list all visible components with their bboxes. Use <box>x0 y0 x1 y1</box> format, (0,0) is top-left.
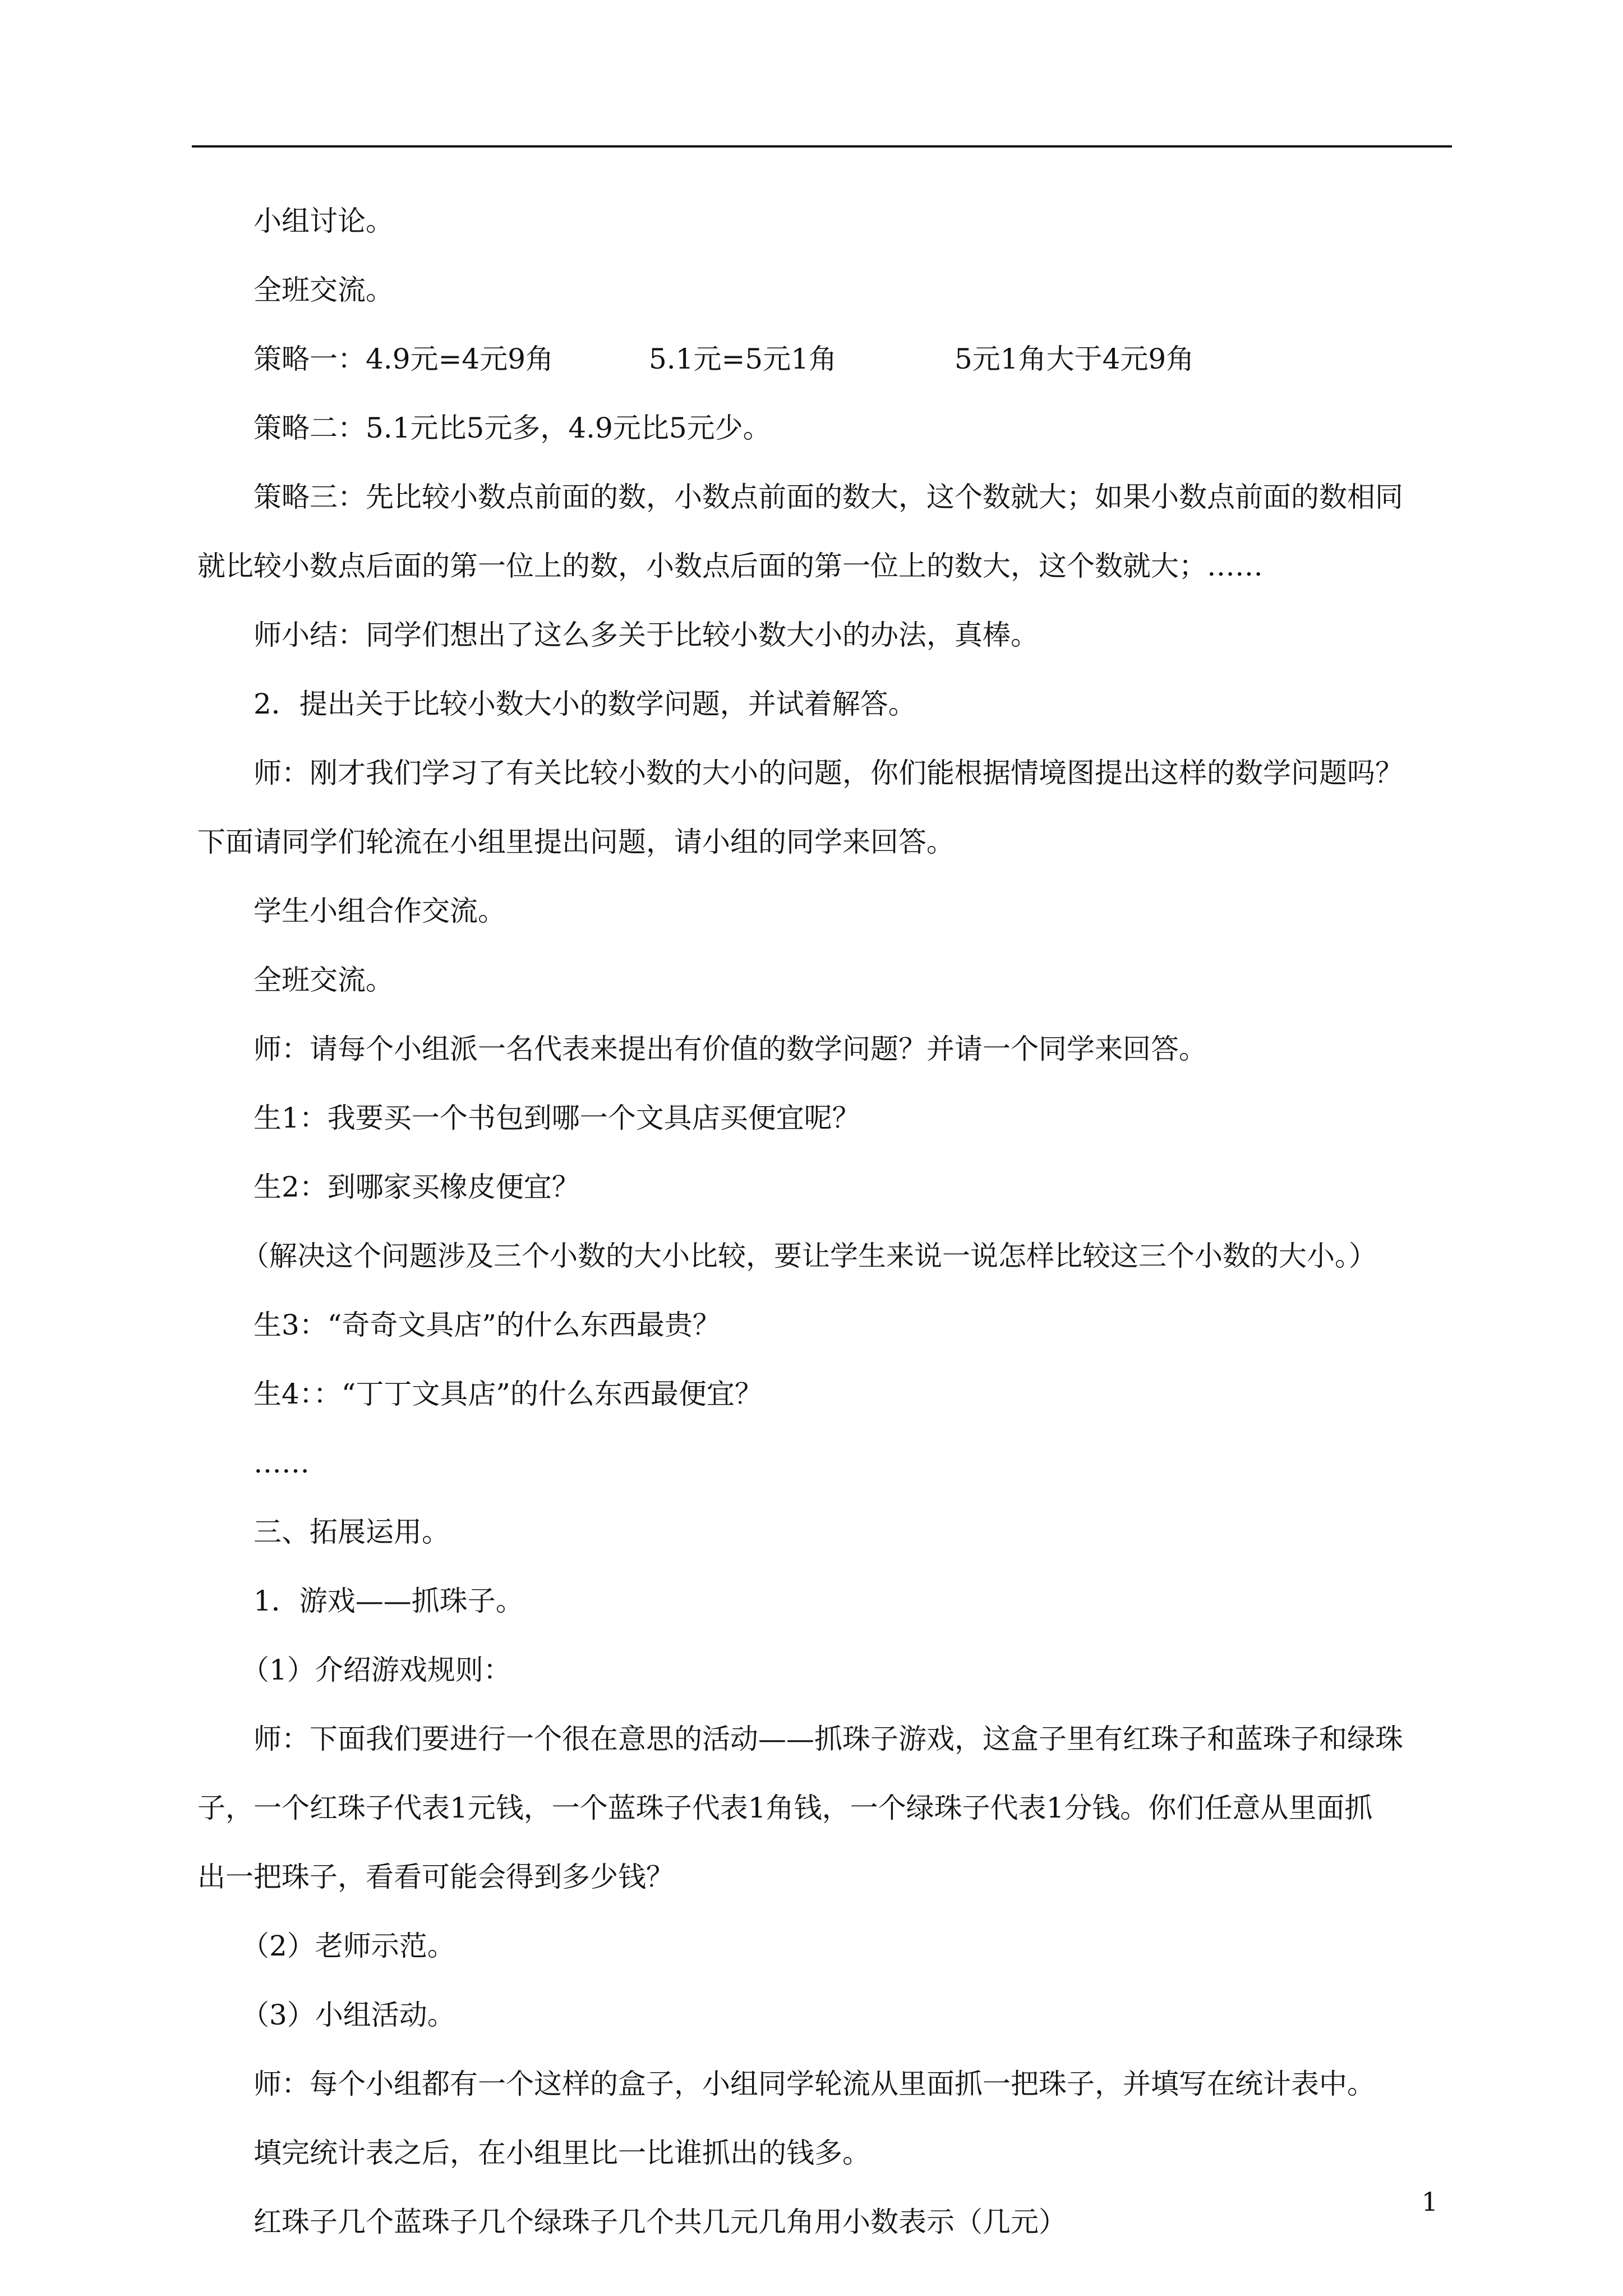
paragraph: （2）老师示范。 <box>241 1930 455 1962</box>
paragraph: 生4：：“丁丁文具店”的什么东西最便宜？ <box>253 1378 763 1410</box>
paragraph: （1）介绍游戏规则： <box>241 1654 511 1686</box>
paragraph: （3）小组活动。 <box>241 1999 455 2031</box>
strategy-one-part2: 5.1元=5元1角 <box>649 343 837 375</box>
paragraph: （解决这个问题涉及三个小数的大小比较，要让学生来说一说怎样比较这三个小数的大小。） <box>241 1240 1377 1272</box>
paragraph: 填完统计表之后，在小组里比一比谁抓出的钱多。 <box>253 2137 870 2169</box>
paragraph: 师：刚才我们学习了有关比较小数的大小的问题，你们能根据情境图提出这样的数学问题吗？ <box>253 757 1403 789</box>
paragraph: 1．游戏——抓珠子。 <box>253 1585 524 1617</box>
paragraph-continuation: 就比较小数点后面的第一位上的数，小数点后面的第一位上的数大，这个数就大；…… <box>197 550 1263 582</box>
paragraph: 生3：“奇奇文具店”的什么东西最贵？ <box>253 1309 721 1341</box>
paragraph: 生1：我要买一个书包到哪一个文具店买便宜呢？ <box>253 1102 860 1134</box>
strategy-one-part1: 策略一：4.9元=4元9角 <box>253 343 554 375</box>
paragraph: 学生小组合作交流。 <box>253 895 506 927</box>
document-body <box>197 204 1451 2274</box>
paragraph: 2．提出关于比较小数大小的数学问题，并试着解答。 <box>253 688 916 720</box>
paragraph: 师：每个小组都有一个这样的盒子，小组同学轮流从里面抓一把珠子，并填写在统计表中。 <box>253 2068 1375 2100</box>
paragraph-continuation: 下面请同学们轮流在小组里提出问题，请小组的同学来回答。 <box>197 826 955 858</box>
header-rule <box>192 145 1452 148</box>
strategy-one-line <box>197 342 1451 376</box>
paragraph: 小组讨论。 <box>253 205 394 237</box>
section-heading: 三、拓展运用。 <box>253 1516 450 1548</box>
paragraph-continuation: 出一把珠子，看看可能会得到多少钱？ <box>197 1861 674 1893</box>
strategy-one-part3: 5元1角大于4元9角 <box>955 343 1195 375</box>
paragraph-continuation: 子，一个红珠子代表1元钱，一个蓝珠子代表1角钱，一个绿珠子代表1分钱。你们任意从里面抓 <box>197 1792 1373 1824</box>
paragraph: 策略二：5.1元比5元多，4.9元比5元少。 <box>253 412 771 444</box>
page-number: 1 <box>1421 2187 1438 2217</box>
paragraph: 红珠子几个蓝珠子几个绿珠子几个共几元几角用小数表示（几元） <box>253 2206 1067 2238</box>
paragraph: …… <box>253 1447 310 1479</box>
paragraph: 师：请每个小组派一名代表来提出有价值的数学问题？并请一个同学来回答。 <box>253 1033 1207 1065</box>
paragraph: 全班交流。 <box>253 274 394 306</box>
paragraph: 全班交流。 <box>253 964 394 996</box>
paragraph: 生2：到哪家买橡皮便宜？ <box>253 1171 580 1203</box>
paragraph: 策略三：先比较小数点前面的数，小数点前面的数大，这个数就大；如果小数点前面的数相同 <box>253 481 1403 513</box>
paragraph: 师：下面我们要进行一个很在意思的活动——抓珠子游戏，这盒子里有红珠子和蓝珠子和绿珠 <box>253 1723 1403 1755</box>
paragraph: 师小结：同学们想出了这么多关于比较小数大小的办法，真棒。 <box>253 619 1039 651</box>
